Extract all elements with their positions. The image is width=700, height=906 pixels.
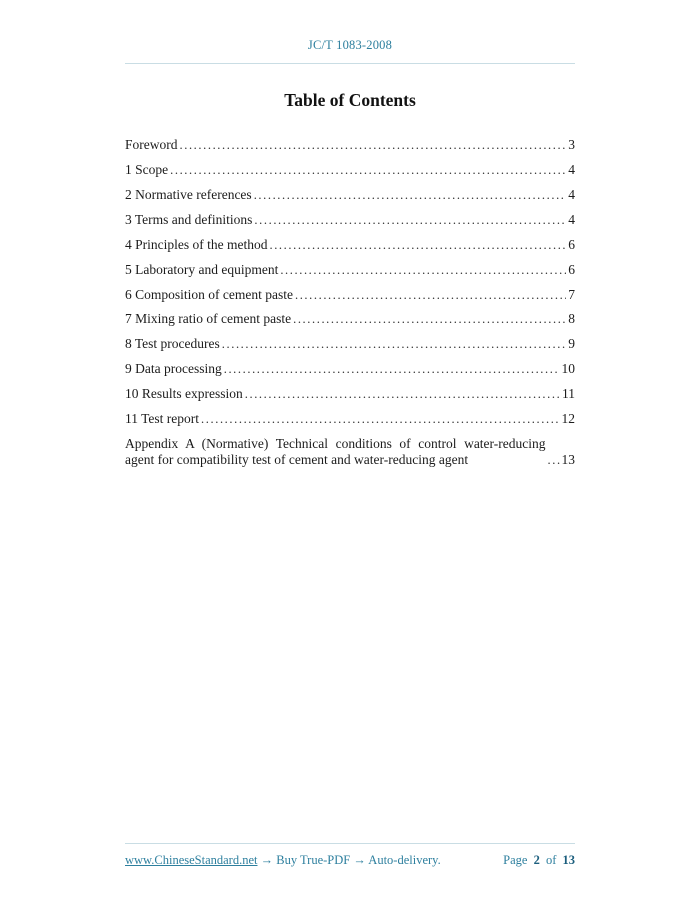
toc-list xyxy=(125,137,575,468)
toc-leader-dots xyxy=(295,287,566,303)
toc-leader-dots xyxy=(280,262,566,278)
toc-leader-dots xyxy=(222,336,566,352)
page-indicator xyxy=(500,853,575,868)
toc-leader-dots xyxy=(245,386,560,402)
toc-row xyxy=(125,137,575,153)
toc-entry-label: 1 Scope xyxy=(125,161,169,177)
toc-entry-page: 8 xyxy=(568,311,575,327)
toc-row xyxy=(125,187,575,203)
of-label: of xyxy=(545,853,557,867)
toc-row xyxy=(125,436,575,468)
page-current: 2 xyxy=(533,853,540,867)
toc-entry-page: 4 xyxy=(568,186,575,202)
document-page xyxy=(125,0,575,906)
toc-row xyxy=(125,287,575,303)
header-divider xyxy=(125,63,575,64)
page-title: Table of Contents xyxy=(284,90,416,110)
toc-leader-dots xyxy=(201,411,559,427)
document-footer xyxy=(125,843,575,868)
toc-row xyxy=(125,212,575,228)
toc-entry-label: 11 Test report xyxy=(125,411,200,427)
toc-leader-dots xyxy=(269,237,566,253)
toc-entry-page: 6 xyxy=(568,261,575,277)
toc-entry-page: 11 xyxy=(562,386,575,402)
toc-entry-page: 12 xyxy=(561,411,575,427)
toc-leader-dots xyxy=(254,187,567,203)
toc-entry-label: 7 Mixing ratio of cement paste xyxy=(125,311,292,327)
toc-row xyxy=(125,411,575,427)
footer-tagline: → Buy True-PDF → Auto-delivery. xyxy=(260,853,441,867)
toc-entry-page: 13 xyxy=(561,451,575,467)
toc-row xyxy=(125,262,575,278)
toc-leader-dots xyxy=(293,311,566,327)
toc-row xyxy=(125,386,575,402)
toc-leader-dots xyxy=(254,212,566,228)
toc-entry-label: Foreword xyxy=(125,137,178,152)
toc-entry-label: 9 Data processing xyxy=(125,361,222,377)
toc-entry-page: 3 xyxy=(568,137,575,152)
toc-entry-label: 10 Results expression xyxy=(125,386,243,402)
toc-entry-label: 5 Laboratory and equipment xyxy=(125,261,279,277)
page-label: Page xyxy=(503,853,528,867)
toc-entry-label: 6 Composition of cement paste xyxy=(125,286,293,302)
toc-row xyxy=(125,237,575,253)
toc-row xyxy=(125,361,575,377)
toc-row xyxy=(125,336,575,352)
toc-leader-dots xyxy=(224,361,560,377)
toc-entry-page: 4 xyxy=(568,211,575,227)
toc-entry-page: 9 xyxy=(568,336,575,352)
toc-entry-label: 8 Test procedures xyxy=(125,336,220,352)
toc-entry-label: 3 Terms and definitions xyxy=(125,211,253,227)
footer-divider xyxy=(125,843,575,844)
toc-entry-page: 4 xyxy=(568,161,575,177)
document-header: JC/T 1083-2008 xyxy=(307,38,393,52)
toc-leader-dots xyxy=(170,162,566,178)
toc-leader-dots xyxy=(180,137,567,153)
toc-row xyxy=(125,311,575,327)
page-total: 13 xyxy=(562,853,575,867)
toc-entry-page: 6 xyxy=(568,236,575,252)
toc-entry-page: 10 xyxy=(561,361,575,377)
toc-entry-label: Appendix A (Normative) Technical conditions of control water-reducing agent for compatibility test of cement and water-reducing agent xyxy=(125,436,546,467)
toc-row xyxy=(125,162,575,178)
toc-entry-label: 4 Principles of the method xyxy=(125,236,268,252)
toc-leader-dots xyxy=(548,452,560,468)
footer-left xyxy=(125,853,441,868)
toc-entry-label: 2 Normative references xyxy=(125,186,252,202)
website-link[interactable]: www.ChineseStandard.net xyxy=(125,853,258,867)
toc-entry-page: 7 xyxy=(568,286,575,302)
